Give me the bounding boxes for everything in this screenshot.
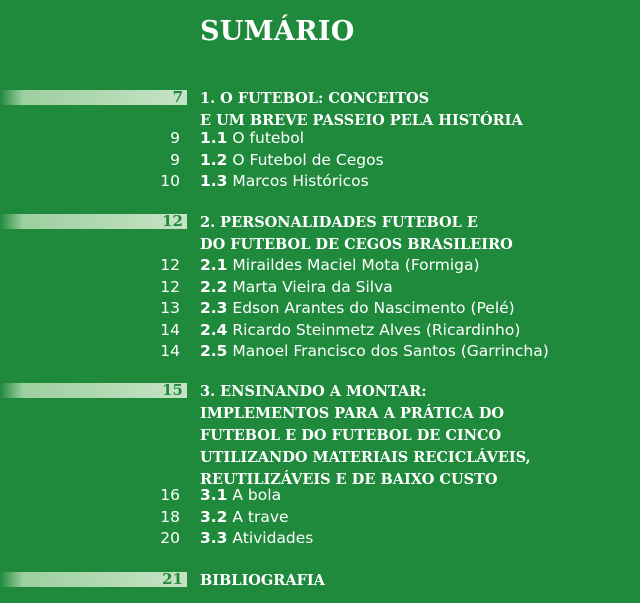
- page-marker-bar: [0, 383, 187, 398]
- item-page-number: 9: [170, 129, 180, 147]
- section-heading-line: E UM BREVE PASSEIO PELA HISTÓRIA: [200, 112, 523, 129]
- section-heading-line: REUTILIZÁVEIS E DE BAIXO CUSTO: [200, 471, 498, 488]
- item-number: 2.5: [200, 342, 228, 360]
- section-heading-line: DO FUTEBOL DE CEGOS BRASILEIRO: [200, 236, 513, 253]
- toc-item[interactable]: [0, 298, 640, 320]
- item-label: Manoel Francisco dos Santos (Garrincha): [232, 342, 549, 360]
- item-page-number: 16: [160, 486, 180, 504]
- item-label: O futebol: [232, 129, 305, 147]
- toc-section-2: [0, 212, 640, 360]
- section-heading-line: FUTEBOL E DO FUTEBOL DE CINCO: [200, 427, 502, 444]
- item-number: 3.2: [200, 507, 228, 526]
- item-number: 1.1: [200, 129, 228, 147]
- page-marker-bar: [0, 90, 187, 105]
- item-page-number: 13: [160, 299, 180, 317]
- item-label: Marcos Históricos: [232, 172, 369, 190]
- item-label: O Futebol de Cegos: [232, 150, 384, 169]
- item-page-number: 9: [170, 150, 180, 169]
- toc-item-list: [0, 485, 640, 550]
- section-heading-line: 3. ENSINANDO A MONTAR:: [200, 383, 427, 400]
- toc-section-bibliography: [0, 570, 640, 592]
- toc-item[interactable]: [0, 150, 640, 172]
- item-page-number: 20: [160, 529, 180, 547]
- section-heading[interactable]: [200, 212, 513, 256]
- item-number: 3.1: [200, 486, 228, 504]
- section-heading[interactable]: [200, 570, 325, 592]
- item-label: A bola: [232, 486, 282, 504]
- item-page-number: 14: [160, 320, 180, 339]
- item-number: 3.3: [200, 529, 228, 547]
- toc-item[interactable]: [0, 341, 640, 363]
- item-number: 2.1: [200, 256, 228, 274]
- item-label: Marta Vieira da Silva: [232, 277, 393, 296]
- item-label: Edson Arantes do Nascimento (Pelé): [232, 299, 515, 317]
- item-page-number: 18: [160, 507, 180, 526]
- item-label: A trave: [232, 507, 289, 526]
- toc-item[interactable]: [0, 528, 640, 550]
- item-page-number: 12: [160, 277, 180, 296]
- toc-item-list: [0, 255, 640, 363]
- item-number: 1.2: [200, 150, 228, 169]
- item-label: Ricardo Steinmetz Alves (Ricardinho): [232, 320, 521, 339]
- page-marker-bar: [0, 214, 187, 229]
- toc-item[interactable]: [0, 171, 640, 193]
- section-page-number: 21: [162, 570, 183, 588]
- item-page-number: 14: [160, 342, 180, 360]
- page-title: SUMÁRIO: [200, 16, 355, 47]
- item-label: Miraildes Maciel Mota (Formiga): [232, 256, 480, 274]
- toc-item[interactable]: [0, 128, 640, 150]
- item-number: 2.3: [200, 299, 228, 317]
- item-label: Atividades: [232, 529, 314, 547]
- toc-item[interactable]: [0, 485, 640, 507]
- section-page-number: 12: [162, 212, 183, 230]
- section-page-number: 7: [172, 88, 183, 106]
- item-page-number: 10: [160, 172, 180, 190]
- toc-item[interactable]: [0, 255, 640, 277]
- toc-section-1: [0, 88, 640, 190]
- toc-item-list: [0, 128, 640, 193]
- section-heading-line: UTILIZANDO MATERIAIS RECICLÁVEIS,: [200, 449, 531, 466]
- toc-item[interactable]: [0, 320, 640, 342]
- item-number: 2.2: [200, 277, 228, 296]
- section-heading[interactable]: [200, 88, 523, 132]
- toc-section-3: [0, 381, 640, 547]
- section-heading[interactable]: [200, 381, 531, 491]
- item-page-number: 12: [160, 256, 180, 274]
- section-heading-line: BIBLIOGRAFIA: [200, 572, 325, 589]
- section-page-number: 15: [162, 381, 183, 399]
- page-marker-bar: [0, 572, 187, 587]
- toc-item[interactable]: [0, 507, 640, 529]
- toc-item[interactable]: [0, 277, 640, 299]
- section-heading-line: 1. O FUTEBOL: CONCEITOS: [200, 90, 430, 107]
- section-heading-line: IMPLEMENTOS PARA A PRÁTICA DO: [200, 405, 505, 422]
- item-number: 1.3: [200, 172, 228, 190]
- item-number: 2.4: [200, 320, 228, 339]
- section-heading-line: 2. PERSONALIDADES FUTEBOL E: [200, 214, 478, 231]
